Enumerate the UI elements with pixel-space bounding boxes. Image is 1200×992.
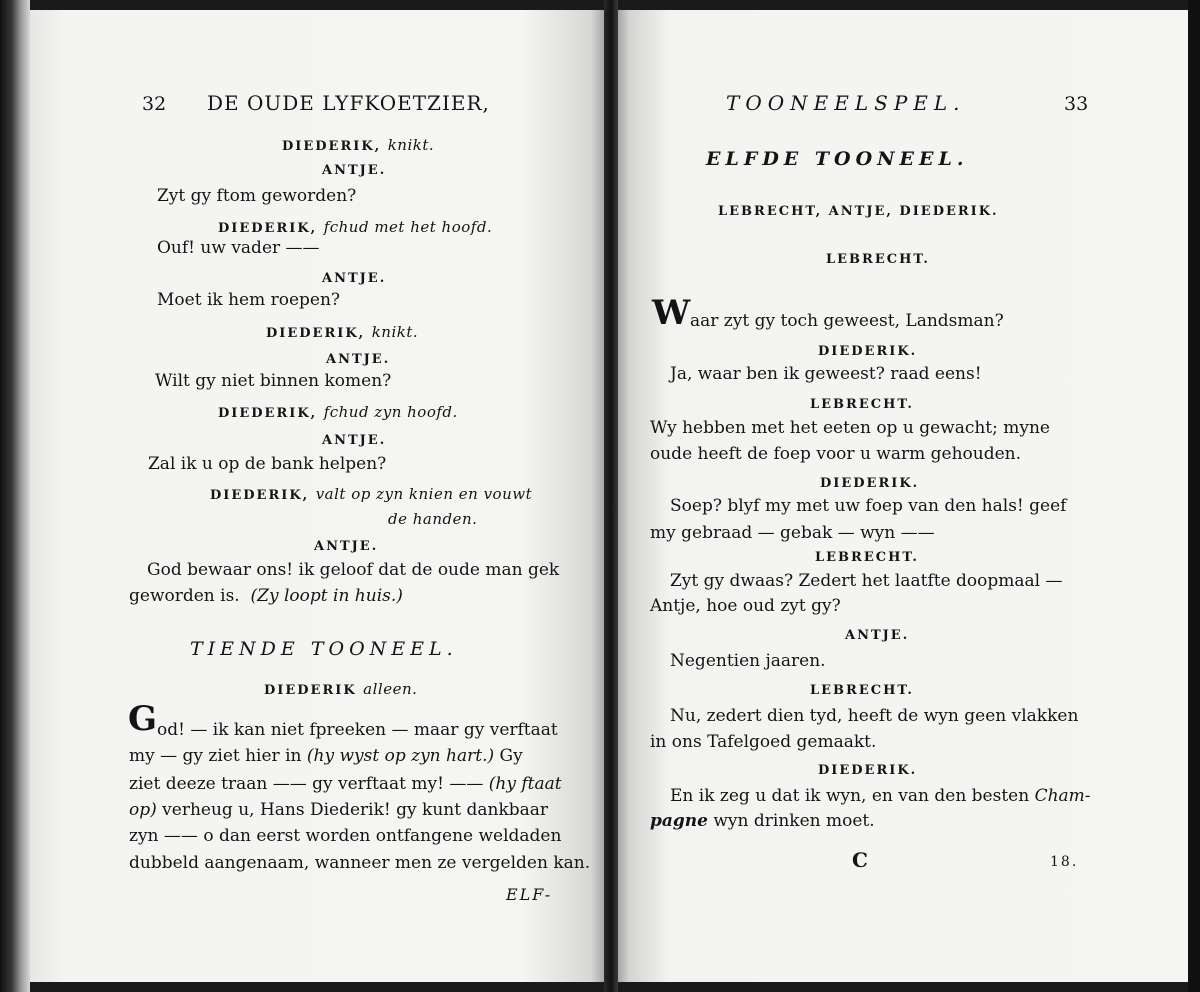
speaker-label: ANTJE. <box>322 271 387 286</box>
signature-mark: C <box>852 848 868 872</box>
dialogue-line: Wilt gy niet binnen komen? <box>155 371 392 391</box>
speaker-label: LEBRECHT. <box>810 397 914 412</box>
monologue-line: ziet deeze traan —— gy verftaat my! —— (hy ftaat <box>129 774 562 794</box>
dialogue-line: Zyt gy dwaas? Zedert het laatfte doopmaal — <box>670 571 1063 591</box>
drop-cap: G <box>128 699 158 739</box>
left-running-head: DE OUDE LYFKOETZIER, <box>207 91 490 115</box>
speaker-label: ANTJE. <box>322 163 387 178</box>
dialogue-line: God bewaar ons! ik geloof dat de oude man gek <box>147 560 560 580</box>
speaker-label: DIEDERIK, fchud zyn hoofd. <box>218 403 458 421</box>
monologue-line: dubbeld aangenaam, wanneer men ze vergelden kan. <box>129 853 591 873</box>
book-gutter <box>604 0 618 992</box>
dialogue-line: Ja, waar ben ik geweest? raad eens! <box>670 364 982 384</box>
speaker-label: DIEDERIK. <box>818 344 918 359</box>
catchword: ELF- <box>506 885 553 904</box>
speaker-label: ANTJE. <box>322 433 387 448</box>
speaker-label: DIEDERIK, knikt. <box>282 136 435 154</box>
monologue-line: op) verheug u, Hans Diederik! gy kunt dankbaar <box>129 800 549 820</box>
left-page-number: 32 <box>142 93 167 115</box>
speaker-label: ANTJE. <box>314 539 379 554</box>
speaker-label: DIEDERIK alleen. <box>264 680 418 698</box>
monologue-line: my — gy ziet hier in (hy wyst op zyn hart.) Gy <box>129 746 523 766</box>
dialogue-line: Zal ik u op de bank helpen? <box>148 454 387 474</box>
dialogue-line: Zyt gy ftom geworden? <box>157 186 357 206</box>
speaker-label: DIEDERIK, knikt. <box>266 323 419 341</box>
dialogue-line: pagne wyn drinken moet. <box>650 811 875 831</box>
dialogue-line: my gebraad — gebak — wyn —— <box>650 523 935 543</box>
speaker-label: DIEDERIK. <box>818 763 918 778</box>
speaker-label: DIEDERIK. <box>820 476 920 491</box>
dialogue-line: Nu, zedert dien tyd, heeft de wyn geen vlakken <box>670 706 1079 726</box>
speaker-label: LEBRECHT. <box>815 550 919 565</box>
monologue-line: zyn —— o dan eerst worden ontfangene weldaden <box>129 826 562 846</box>
speaker-label: DIEDERIK, fchud met het hoofd. <box>218 218 493 236</box>
dialogue-line: geworden is. (Zy loopt in huis.) <box>129 586 403 606</box>
dialogue-line: Moet ik hem roepen? <box>157 290 341 310</box>
book-edge-right <box>1188 0 1200 992</box>
speaker-label: LEBRECHT. <box>826 252 930 267</box>
drop-cap: W <box>652 293 691 333</box>
dialogue-line: Negentien jaaren. <box>670 651 826 671</box>
dialogue-line: aar zyt gy toch geweest, Landsman? <box>690 311 1004 331</box>
scene-title: ELFDE TOONEEL. <box>706 148 969 170</box>
dialogue-line: Ouf! uw vader —— <box>157 238 320 258</box>
right-page-number: 33 <box>1064 93 1089 115</box>
speaker-label: LEBRECHT. <box>810 683 914 698</box>
speaker-label: DIEDERIK, valt op zyn knien en vouwt <box>210 485 533 503</box>
speaker-label: ANTJE. <box>845 628 910 643</box>
book-edge-left <box>0 0 30 992</box>
dialogue-line: oude heeft de foep voor u warm gehouden. <box>650 444 1022 464</box>
dialogue-line: Wy hebben met het eeten op u gewacht; myne <box>650 418 1050 438</box>
dialogue-line: Antje, hoe oud zyt gy? <box>650 596 841 616</box>
right-running-head: TOONEELSPEL. <box>726 91 966 115</box>
speaker-label: ANTJE. <box>326 352 391 367</box>
dialogue-line: in ons Tafelgoed gemaakt. <box>650 732 877 752</box>
dialogue-line: En ik zeg u dat ik wyn, en van den besten Cham- <box>670 786 1091 806</box>
stage-direction: de handen. <box>388 510 478 528</box>
scene-title: TIENDE TOONEEL. <box>190 638 458 660</box>
dialogue-line: Soep? blyf my met uw foep van den hals! geef <box>670 496 1067 516</box>
monologue-line: od! — ik kan niet fpreeken — maar gy verftaat <box>157 720 558 740</box>
scene-cast: LEBRECHT, ANTJE, DIEDERIK. <box>718 204 999 219</box>
catchword: 18. <box>1050 854 1079 870</box>
